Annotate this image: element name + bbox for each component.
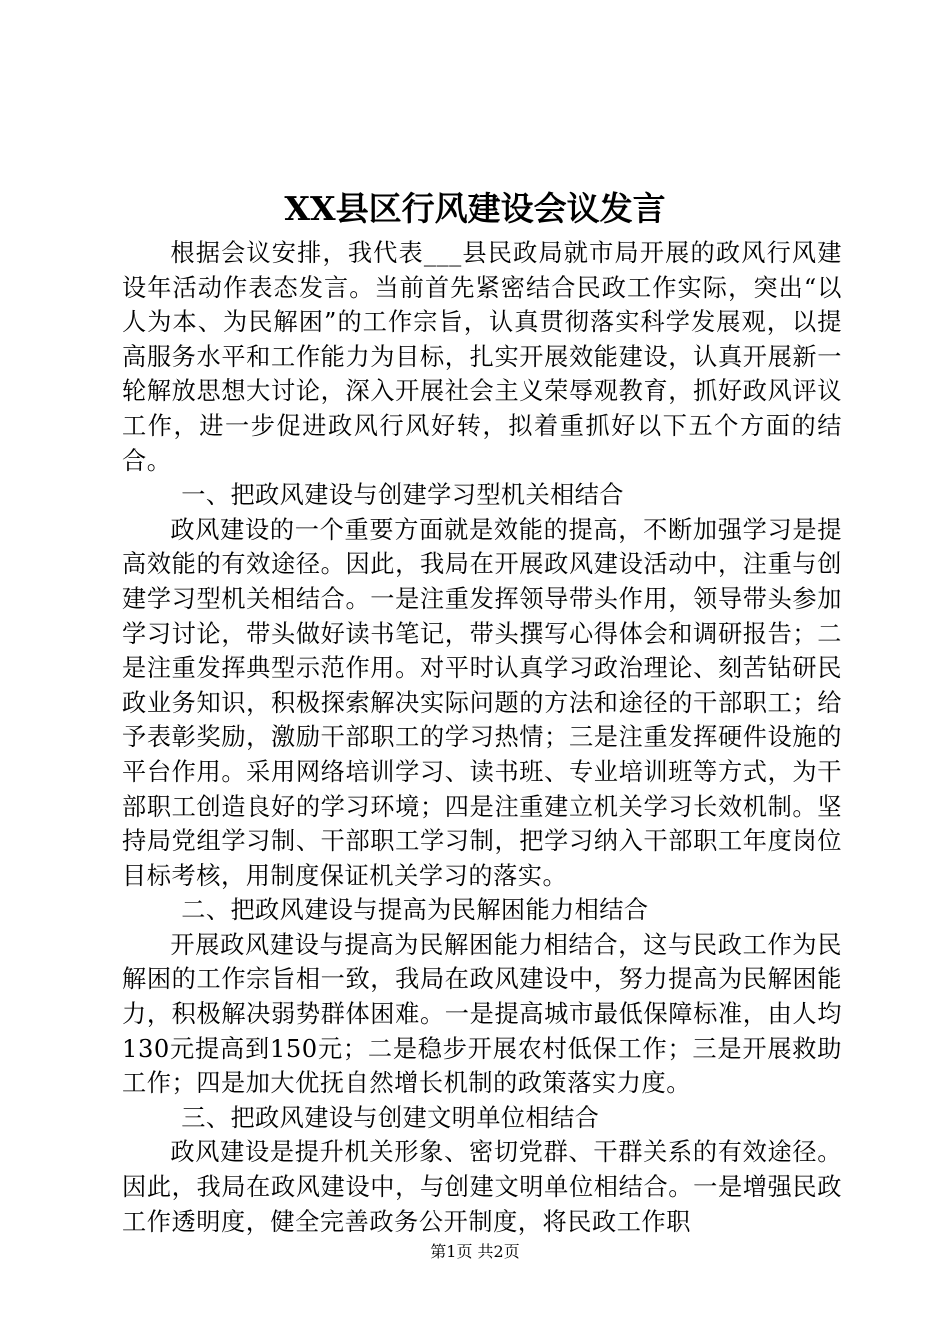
document-body xyxy=(122,236,842,1239)
intro-paragraph: 根据会议安排，我代表___县民政局就市局开展的政风行风建设年活动作表态发言。当前首先紧密结合民政工作实际，突出“以人为本、为民解困”的工作宗旨，认真贯彻落实科学发展观，以提高服务水平和工作能力为目标，扎实开展效能建设，认真开展新一轮解放思想大讨论，深入开展社会主义荣辱观教育，抓好政风评议工作，进一步促进政风行风好转，拟着重抓好以下五个方面的结合。 xyxy=(122,239,842,475)
page-number-footer: 第1页 共2页 xyxy=(430,1242,520,1261)
section-heading-3: 三、把政风建设与创建文明单位相结合 xyxy=(181,1103,600,1132)
section-3-paragraph: 政风建设是提升机关形象、密切党群、干群关系的有效途径。因此，我局在政风建设中，与创建文明单位相结合。一是增强民政工作透明度，健全完善政务公开制度，将民政工作职 xyxy=(122,1138,842,1236)
document-title: XX县区行风建设会议发言 xyxy=(284,189,666,228)
section-heading-1: 一、把政风建设与创建学习型机关相结合 xyxy=(181,481,624,510)
section-2-paragraph: 开展政风建设与提高为民解困能力相结合，这与民政工作为民解困的工作宗旨相一致，我局在政风建设中，努力提高为民解困能力，积极解决弱势群体困难。一是提高城市最低保障标准，由人均130元提高到150元；二是稳步开展农村低保工作；三是开展救助工作；四是加大优抚自然增长机制的政策落实力度。 xyxy=(122,930,842,1098)
section-heading-2: 二、把政风建设与提高为民解困能力相结合 xyxy=(181,896,649,925)
section-1-paragraph: 政风建设的一个重要方面就是效能的提高，不断加强学习是提高效能的有效途径。因此，我局在开展政风建设活动中，注重与创建学习型机关相结合。一是注重发挥领导带头作用，领导带头参加学习讨论，带头做好读书笔记，带头撰写心得体会和调研报告；二是注重发挥典型示范作用。对平时认真学习政治理论、刻苦钻研民政业务知识，积极探索解决实际问题的方法和途径的干部职工；给予表彰奖励，激励干部职工的学习热情；三是注重发挥硬件设施的平台作用。采用网络培训学习、读书班、专业培训班等方式，为干部职工创造良好的学习环境；四是注重建立机关学习长效机制。坚持局党组学习制、干部职工学习制，把学习纳入干部职工年度岗位目标考核，用制度保证机关学习的落实。 xyxy=(122,515,842,890)
